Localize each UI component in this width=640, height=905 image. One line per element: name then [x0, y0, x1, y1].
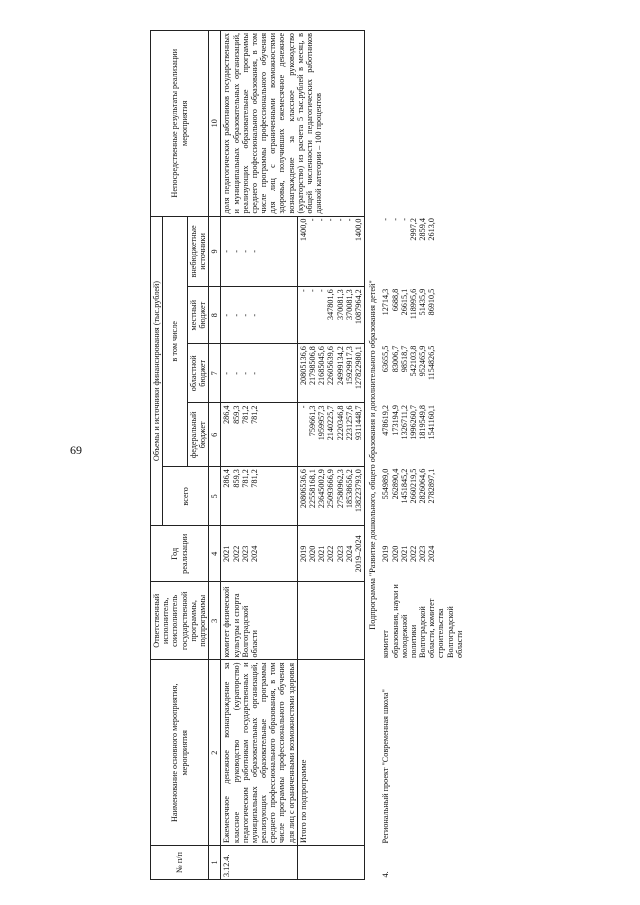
value: - — [381, 218, 391, 221]
value: 12714,3 — [381, 288, 391, 316]
value: 859,3 — [231, 405, 241, 424]
year: 2023 — [335, 545, 345, 563]
value: - — [308, 289, 317, 293]
header-row-1 — [151, 31, 163, 880]
value: 86910,5 — [427, 288, 437, 316]
year: 2021 — [399, 545, 409, 563]
row-number: 4. — [381, 871, 391, 878]
section-row — [365, 31, 381, 880]
value: 21798506,8 — [308, 346, 317, 386]
budget-table — [150, 30, 465, 880]
value: 262890,4 — [390, 468, 400, 500]
value: - — [344, 218, 354, 222]
page-number: 69 — [70, 443, 82, 457]
value: 952465,9 — [418, 345, 428, 377]
value: 6688,8 — [390, 288, 400, 312]
header-regional: областной бюджет — [187, 344, 208, 403]
value: - — [249, 371, 259, 375]
activity-name: Региональный проект "Современная школа" — [381, 689, 391, 844]
value: 118995,6 — [408, 288, 418, 320]
value: 1959957,3 — [317, 405, 327, 441]
budget-table-sheet — [150, 0, 620, 880]
value: 2660219,5 — [408, 468, 418, 504]
header-federal: федеральный бюджет — [187, 403, 208, 467]
header-no: № п/п — [151, 845, 209, 879]
col-number: 10 — [209, 31, 221, 217]
years-cell — [297, 526, 364, 582]
table-row-4 — [380, 31, 465, 880]
value: 2613,0 — [427, 218, 437, 241]
value: 781,2 — [249, 405, 259, 424]
value: 83006,7 — [390, 345, 400, 373]
header-financing: Объемы и источники финансирования (тыс.рублей) — [151, 216, 163, 526]
table-row-3124 — [221, 31, 298, 880]
value: 2231257,6 — [344, 405, 354, 441]
year: 2023 — [240, 545, 250, 563]
value: 98518,7 — [399, 345, 409, 373]
value: 542103,8 — [408, 345, 418, 377]
local-cell — [221, 287, 298, 344]
col-number: 5 — [209, 467, 221, 526]
value: 21685045,6 — [317, 346, 327, 386]
year: 2019 — [381, 545, 391, 563]
value: 1154826,5 — [427, 345, 437, 381]
value: 1087964,2 — [353, 289, 363, 325]
regional-cell — [380, 344, 465, 403]
value: 51435,9 — [418, 288, 428, 316]
value: - — [326, 218, 336, 222]
local-cell — [380, 287, 465, 344]
regional-cell — [297, 344, 364, 403]
year: 2022 — [408, 545, 418, 563]
value: - — [249, 313, 259, 317]
value: 2859,4 — [418, 218, 428, 241]
value: 2826064,6 — [418, 468, 428, 504]
value: - — [317, 289, 327, 293]
value: 478619,2 — [381, 404, 391, 436]
total-cell — [221, 467, 298, 526]
federal-cell — [380, 403, 465, 467]
year: 2019–2024 — [353, 535, 363, 573]
empty-cell — [297, 845, 364, 879]
extrabudget-cell — [380, 216, 465, 287]
value: - — [335, 218, 345, 222]
years-cell — [380, 526, 465, 582]
value: 20805136,6 — [298, 346, 308, 386]
value: - — [231, 313, 241, 317]
value: 370081,3 — [344, 289, 354, 320]
col-number: 4 — [209, 526, 221, 582]
value: 2220346,8 — [335, 405, 345, 441]
value: 1541160,1 — [427, 404, 437, 440]
value: 286,4 — [222, 469, 232, 488]
value: - — [231, 371, 241, 375]
year: 2024 — [427, 545, 437, 563]
extrabudget-cell — [297, 216, 364, 287]
value: 26615,1 — [399, 288, 409, 316]
value: 15929917,3 — [344, 346, 354, 386]
total-cell — [297, 467, 364, 526]
value: - — [317, 218, 327, 222]
value: 286,4 — [222, 405, 232, 424]
local-cell — [297, 287, 364, 344]
federal-cell — [297, 403, 364, 467]
value: - — [231, 250, 241, 253]
years-cell — [221, 526, 298, 582]
col-number: 2 — [209, 660, 221, 845]
value: 781,2 — [240, 405, 250, 424]
value: 23645002,9 — [317, 469, 327, 509]
value: 1451845,2 — [399, 468, 409, 504]
value: 759661,3 — [308, 405, 317, 437]
col-number: 8 — [209, 287, 221, 344]
header-extrabudget: внебюджетные источники — [187, 216, 208, 287]
value: - — [298, 405, 308, 409]
value: 2997,2 — [408, 218, 418, 241]
value: - — [249, 250, 259, 253]
header-numbers-row — [209, 31, 221, 880]
value: 24999134,2 — [335, 346, 345, 386]
value: 1400,0 — [353, 218, 363, 242]
value: 347801,6 — [326, 289, 336, 320]
federal-cell — [221, 403, 298, 467]
col-number: 3 — [209, 582, 221, 660]
value: - — [298, 289, 308, 293]
section-title: Подпрограмма "Развитие дошкольного, общего образования и дополнительного образования детей" — [368, 280, 378, 630]
year: 2020 — [390, 545, 400, 563]
year: 2024 — [249, 545, 259, 563]
header-responsible: Ответственный исполнитель, соисполнитель государственной программы, подпрограммы — [151, 582, 209, 660]
value: 18538656,2 — [344, 469, 354, 509]
value: 22605639,6 — [326, 346, 336, 386]
value: - — [240, 250, 250, 253]
value: 63655,5 — [381, 345, 391, 373]
value: - — [222, 250, 232, 253]
header-total: всего — [163, 467, 209, 526]
year: 2020 — [308, 545, 317, 563]
value: 173194,9 — [390, 404, 400, 436]
year: 2023 — [418, 545, 428, 563]
value: 1996260,7 — [408, 404, 418, 440]
col-number: 7 — [209, 344, 221, 403]
row-number: 3.12.4. — [221, 845, 298, 879]
col-number: 6 — [209, 403, 221, 467]
empty-cell — [297, 582, 364, 660]
year: 2024 — [344, 545, 354, 563]
value: 2782897,1 — [427, 468, 437, 504]
value: 27580962,3 — [335, 469, 345, 509]
header-including: в том числе — [163, 216, 188, 467]
year: 2021 — [222, 545, 232, 563]
value: - — [240, 313, 250, 317]
subtotal-label: Итого по подпрограмме — [297, 660, 364, 845]
value: 25093666,9 — [326, 469, 336, 509]
header-name: Наименование основного мероприятия, мероприятия — [151, 660, 209, 845]
value: - — [399, 218, 409, 221]
header-year: Год реализации — [151, 526, 209, 582]
year: 2022 — [231, 545, 241, 563]
result-text: доля педагогических работников государственных и муниципальных образовательных организаций, реализующих образовательные программы среднего профессионального образования, в том числе программы профессионального обучения для лиц с ограниченными возможностями здоровья, получивших ежемесячное денежное вознаграждение за классное руководство (кураторство) из расчета 5 тыс.рублей в месяц, в общей численности педагогических работников данной категории – 100 процентов — [221, 31, 365, 217]
activity-name: Ежемесячное денежное вознаграждение за классное руководство (кураторство) педагогическим работникам государственных и муниципальных образовательных организаций, реализующих образовательные программы среднего профессионального образования, в том числе программы профессионального обучения для лиц с ограниченными возможностями здоровья — [221, 660, 298, 845]
value: 1326711,2 — [399, 404, 409, 440]
value: 1819549,8 — [418, 404, 428, 440]
value: - — [222, 371, 232, 375]
header-result: Непосредственные результаты реализации мероприятия — [151, 31, 209, 217]
value: - — [240, 371, 250, 375]
extrabudget-cell — [221, 216, 298, 287]
total-cell — [380, 467, 465, 526]
value: 2140225,7 — [326, 405, 336, 441]
value: 138223793,0 — [353, 469, 363, 513]
value: 554989,0 — [381, 468, 391, 500]
responsible-executor: комитет образования, науки и молодежной политики Волгоградской области, комитет строительства Волгоградской области — [381, 584, 464, 658]
result-text — [380, 31, 465, 217]
responsible-executor: комитет физической культуры и спорта Волгоградской области — [221, 582, 298, 660]
value: 9311448,7 — [353, 405, 363, 440]
regional-cell — [221, 344, 298, 403]
value: 859,3 — [231, 469, 241, 488]
value: - — [222, 313, 232, 317]
value: - — [390, 218, 400, 221]
col-number: 1 — [209, 845, 221, 879]
value: 20806536,6 — [298, 469, 308, 509]
value: 370081,3 — [335, 289, 345, 320]
year: 2019 — [298, 545, 308, 563]
value: 781,2 — [240, 469, 250, 488]
value: 1400,0 — [298, 218, 308, 242]
header-local: местный бюджет — [187, 287, 208, 344]
value: 22558168,1 — [308, 469, 317, 509]
value: - — [308, 218, 317, 222]
value: 127822980,1 — [353, 346, 363, 390]
col-number: 9 — [209, 216, 221, 287]
value: 781,2 — [249, 469, 259, 488]
year: 2022 — [326, 545, 336, 563]
year: 2021 — [317, 545, 327, 563]
